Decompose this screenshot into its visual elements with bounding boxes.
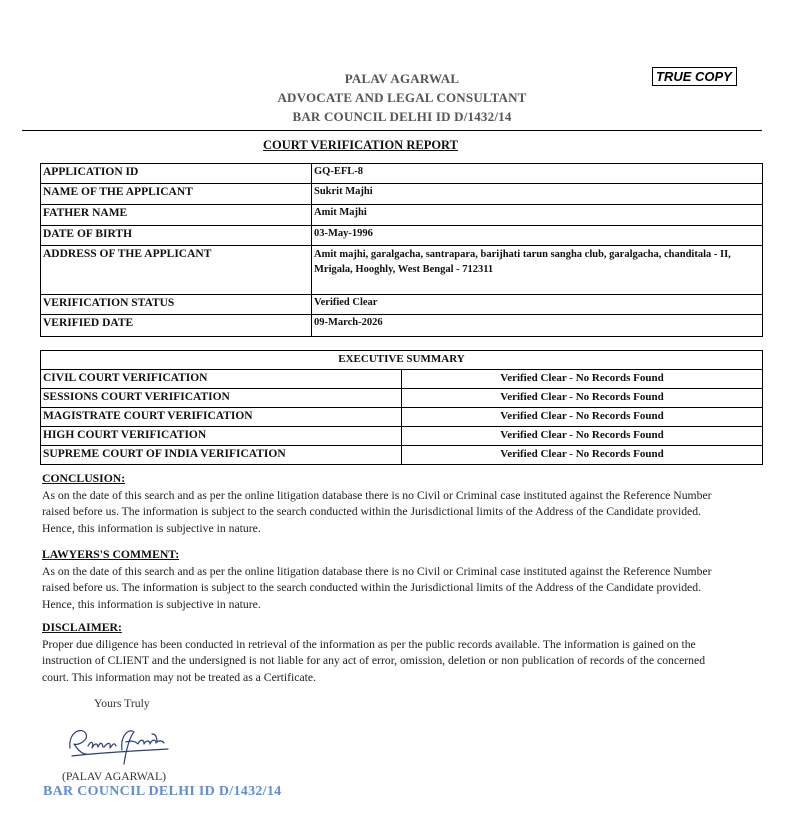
advocate-name: PALAV AGARWAL [344,71,460,86]
verification-status-label: VERIFICATION STATUS [41,295,312,315]
table-row [41,351,763,370]
applicant-name-value: Sukrit Majhi [312,184,763,205]
table-row [41,164,763,184]
conclusion-text: As on the date of this search and as per the online litigation database there is no Civil or Criminal case instituted against the Reference Number raised before us. The information is subject to the search conducted within the Jurisdictional limits of the Address of the Candidate provided. Hence, this information is subjective in nature. [42,488,712,535]
applicant-details-table [40,163,763,337]
table-row [41,389,763,408]
application-id-value: GQ-EFL-8 [312,164,763,184]
father-name-value: Amit Majhi [312,205,763,226]
summary-row-label: MAGISTRATE COURT VERIFICATION [41,408,402,427]
signatory-bar-council-id: BAR COUNCIL DELHI ID D/1432/14 [43,784,282,799]
table-row [41,370,763,389]
lawyers-comment-heading: LAWYERS'S COMMENT: [42,548,180,561]
table-row [41,427,763,446]
executive-summary-table [40,350,763,465]
table-row [41,446,763,465]
summary-row-value: Verified Clear - No Records Found [402,408,763,427]
summary-row-label: HIGH COURT VERIFICATION [41,427,402,446]
header-divider [22,130,762,131]
summary-row-label: SESSIONS COURT VERIFICATION [41,389,402,408]
lawyers-comment-text: As on the date of this search and as per the online litigation database there is no Civil or Criminal case instituted against the Reference Number raised before us. The information is subject to the search conducted within the Jurisdictional limits of the Address of the Candidate provided. Hence, this information is subjective in nature. [42,564,712,611]
table-row [41,184,763,205]
table-row [41,408,763,427]
executive-summary-title: EXECUTIVE SUMMARY [41,351,763,370]
dob-value: 03-May-1996 [312,226,763,246]
summary-row-value: Verified Clear - No Records Found [402,427,763,446]
signature-image [64,720,174,768]
disclaimer-heading: DISCLAIMER: [42,621,122,634]
summary-row-value: Verified Clear - No Records Found [402,389,763,408]
disclaimer-text: Proper due diligence has been conducted in retrieval of the information as per the public records available. The information is gained on the instruction of CLIENT and the undersigned is not liable for any act of error, omission, deletion or non publication of records of the concerned court. This information may not be treated as a Certificate. [42,637,706,684]
summary-row-value: Verified Clear - No Records Found [402,446,763,465]
verification-status-value: Verified Clear [312,295,763,315]
verified-date-value: 09-March-2026 [312,315,763,337]
address-value: Amit majhi, garalgacha, santrapara, barijhati tarun sangha club, garalgacha, chanditala - II, Mrigala, Hooghly, West Bengal - 712311 [312,246,763,295]
dob-label: DATE OF BIRTH [41,226,312,246]
summary-row-label: CIVIL COURT VERIFICATION [41,370,402,389]
father-name-label: FATHER NAME [41,205,312,226]
lawyers-comment-section [42,547,732,613]
table-row [41,226,763,246]
closing-salutation: Yours Truly [94,697,150,710]
signatory-name: (PALAV AGARWAL) [62,770,167,783]
report-title: COURT VERIFICATION REPORT [263,138,458,152]
table-row [41,205,763,226]
advocate-role: ADVOCATE AND LEGAL CONSULTANT [277,90,527,105]
true-copy-stamp: TRUE COPY [652,67,737,86]
application-id-label: APPLICATION ID [41,164,312,184]
verified-date-label: VERIFIED DATE [41,315,312,337]
address-label: ADDRESS OF THE APPLICANT [41,246,312,295]
table-row [41,295,763,315]
table-row [41,315,763,337]
bar-council-id: BAR COUNCIL DELHI ID D/1432/14 [292,109,512,124]
applicant-name-label: NAME OF THE APPLICANT [41,184,312,205]
summary-row-label: SUPREME COURT OF INDIA VERIFICATION [41,446,402,465]
summary-row-value: Verified Clear - No Records Found [402,370,763,389]
conclusion-section [42,471,732,537]
disclaimer-section [42,620,732,686]
table-row [41,246,763,295]
conclusion-heading: CONCLUSION: [42,472,126,485]
